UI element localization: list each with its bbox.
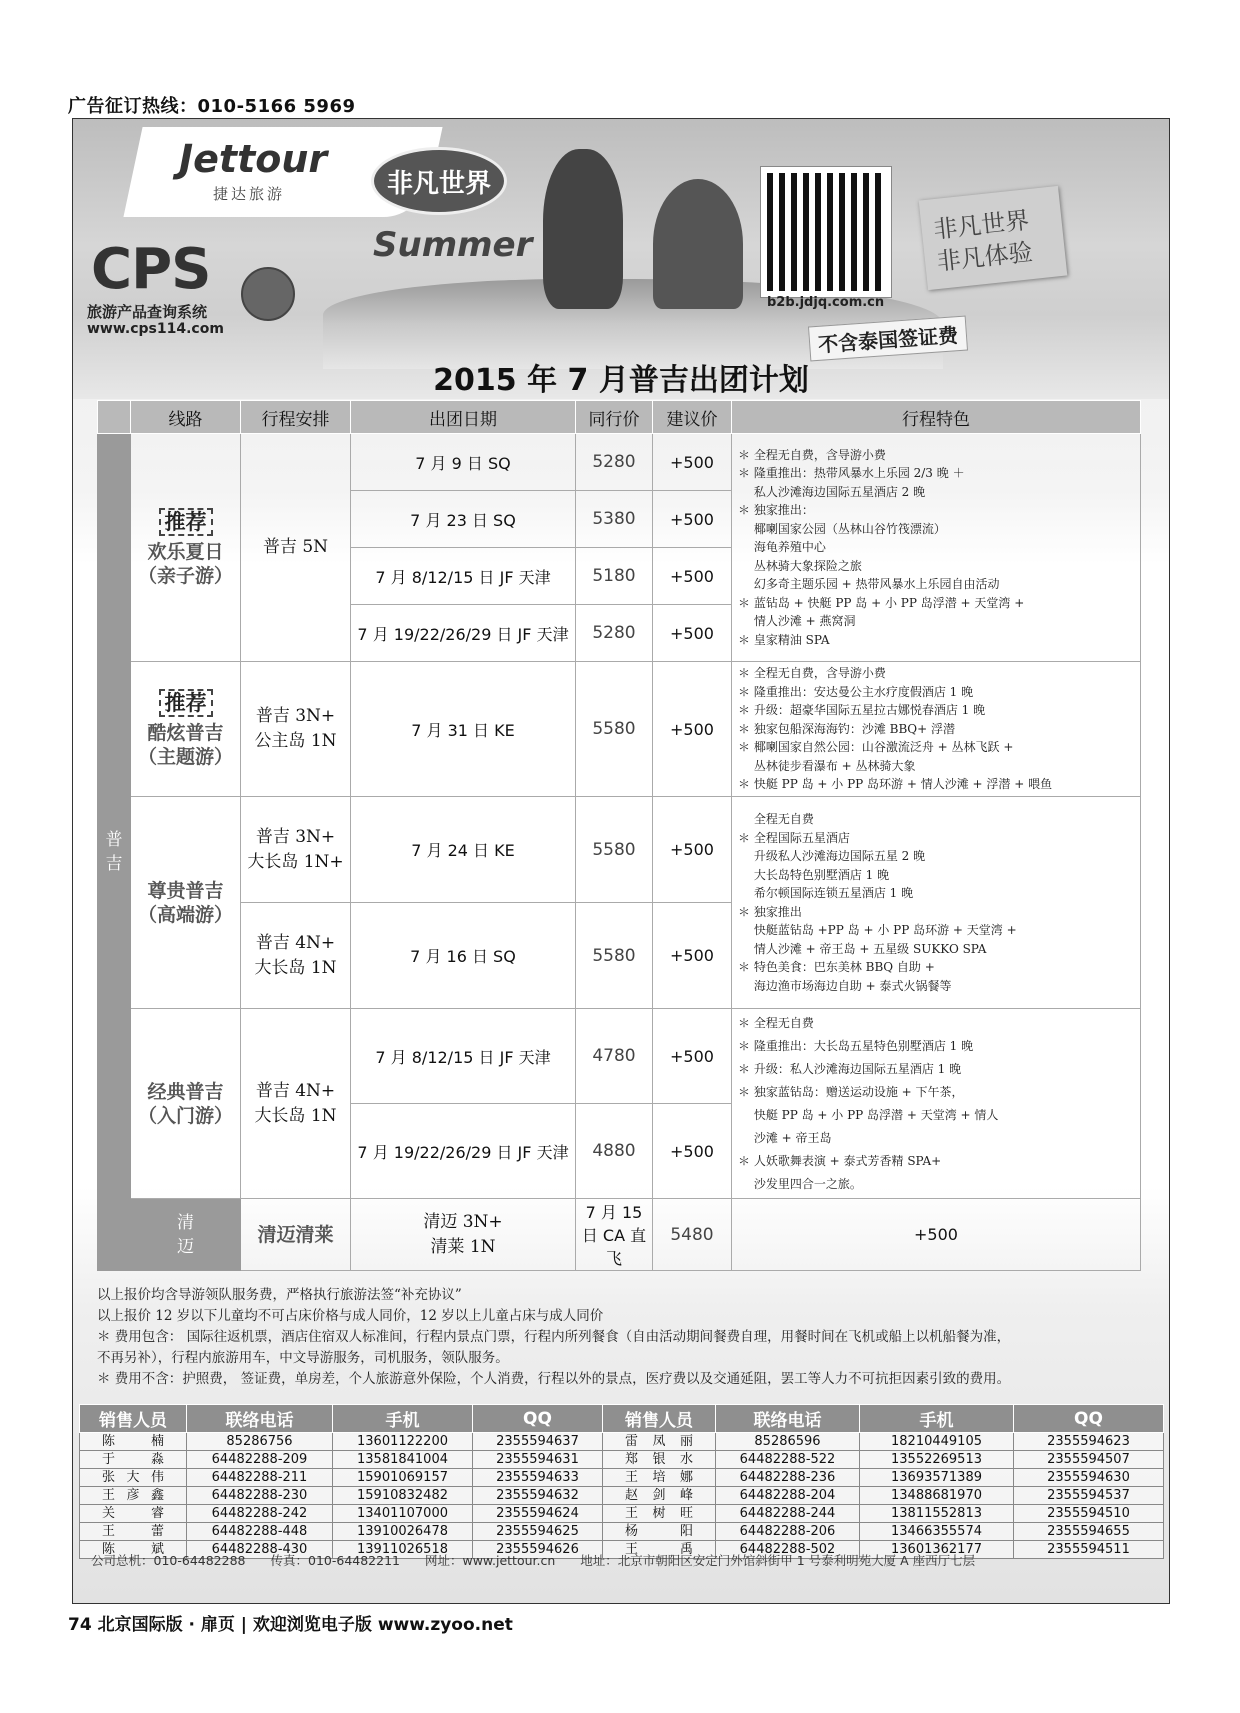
- itinerary: 普吉 5N: [241, 434, 351, 662]
- summer-logo: Summer: [373, 225, 533, 265]
- table-row: [98, 434, 1141, 491]
- island-image-2: [653, 179, 743, 309]
- suggested-price: +500: [653, 1009, 732, 1104]
- qq: 2355594537: [1014, 1487, 1164, 1505]
- sales-name: 赵剑峰: [603, 1487, 716, 1505]
- departure-date: 7 月 8/12/15 日 JF 天津: [351, 548, 576, 605]
- qq: 2355594510: [1014, 1505, 1164, 1523]
- sales-name: 于淼: [80, 1451, 187, 1469]
- mobile: 18210449105: [860, 1433, 1014, 1451]
- jettour-logo-cn: 捷达旅游: [213, 185, 286, 203]
- itinerary: 普吉 3N+ 大长岛 1N+: [241, 797, 351, 903]
- header-cell: QQ: [1014, 1405, 1164, 1433]
- cps-subtitle: 旅游产品查询系统: [87, 303, 208, 321]
- slogan-line-1: 非凡世界: [932, 206, 1031, 245]
- header-cell: 手机: [860, 1405, 1014, 1433]
- departure-date: 7 月 15 日 CA 直飞: [576, 1199, 653, 1271]
- qq: 2355594623: [1014, 1433, 1164, 1451]
- suggested-price: +500: [653, 662, 732, 797]
- header-cell: 联络电话: [716, 1405, 860, 1433]
- note-line: 以上报价 12 岁以下儿童均不可占床价格与成人同价，12 岁以上儿童占床与成人同价: [97, 1308, 604, 1324]
- header-cell: 出团日期: [351, 401, 576, 434]
- jettour-logo: Jettour: [179, 137, 328, 181]
- itinerary: 普吉 4N+ 大长岛 1N: [241, 903, 351, 1009]
- sales-name: 王禹: [603, 1541, 716, 1559]
- recommend-tag: 推荐: [159, 508, 213, 536]
- departure-date: 7 月 19/22/26/29 日 JF 天津: [351, 1104, 576, 1199]
- mobile: 13811552813: [860, 1505, 1014, 1523]
- header-cell: 行程特色: [732, 401, 1141, 434]
- seal-icon: [241, 267, 295, 321]
- office-phone: 64482288-502: [716, 1541, 860, 1559]
- suggested-price: +500: [653, 903, 732, 1009]
- mobile: 15901069157: [333, 1469, 473, 1487]
- sales-contact-table: [79, 1404, 1164, 1559]
- table-row: [80, 1523, 1164, 1541]
- mobile: 13910026478: [333, 1523, 473, 1541]
- wonderland-logo: 非凡世界: [371, 147, 507, 215]
- qq: 2355594625: [473, 1523, 603, 1541]
- sales-name: 王培娜: [603, 1469, 716, 1487]
- route-name: 清迈清莱: [241, 1199, 351, 1271]
- page-footer: 74 北京国际版 · 扉页 | 欢迎浏览电子版 www.zyoo.net: [68, 1615, 513, 1635]
- note-line: 以上报价均含导游领队服务费，严格执行旅游法签“补充协议”: [97, 1287, 462, 1303]
- departure-date: 7 月 8/12/15 日 JF 天津: [351, 1009, 576, 1104]
- qq: 2355594511: [1014, 1541, 1164, 1559]
- sales-name: 王彦鑫: [80, 1487, 187, 1505]
- suggested-price: +500: [653, 1104, 732, 1199]
- office-phone: 64482288-230: [187, 1487, 333, 1505]
- mobile: 13601122200: [333, 1433, 473, 1451]
- route-name: 经典普吉 （入门游）: [131, 1009, 241, 1199]
- header-cell: 线路: [131, 401, 241, 434]
- peer-price: 4880: [576, 1104, 653, 1199]
- peer-price: 5580: [576, 797, 653, 903]
- peer-price: 5380: [576, 491, 653, 548]
- group-label: 清迈: [131, 1199, 241, 1271]
- note-line: 不再另补），行程内旅游用车，中文导游服务，司机服务，领队服务。: [97, 1350, 509, 1366]
- peer-price: 5180: [576, 548, 653, 605]
- advertisement-frame: [72, 118, 1170, 1604]
- table-row: [80, 1487, 1164, 1505]
- suggested-price: +500: [653, 605, 732, 662]
- mobile: 13552269513: [860, 1451, 1014, 1469]
- suggested-price: +500: [732, 1199, 1141, 1271]
- price-notes: [97, 1285, 1140, 1390]
- table-row: [98, 662, 1141, 797]
- office-phone: 64482288-242: [187, 1505, 333, 1523]
- header-cell: 手机: [333, 1405, 473, 1433]
- route-name: 尊贵普吉 （高端游）: [131, 797, 241, 1009]
- qq: 2355594637: [473, 1433, 603, 1451]
- qq: 2355594507: [1014, 1451, 1164, 1469]
- sales-name: 张大伟: [80, 1469, 187, 1487]
- company-contact-info: 公司总机：010-64482288 传真：010-64482211 网址：www.jettour.cn 地址：北京市朝阳区安定门外馆斜街甲 1 号泰利明苑大厦 A 座西厅七层: [91, 1553, 976, 1568]
- peer-price: 5480: [653, 1199, 732, 1271]
- page-title: 2015 年 7 月普吉出团计划: [433, 363, 809, 398]
- qq: 2355594626: [473, 1541, 603, 1559]
- schedule-table: [97, 400, 1141, 1271]
- table-row: [80, 1505, 1164, 1523]
- qq: 2355594655: [1014, 1523, 1164, 1541]
- header-cell: 销售人员: [603, 1405, 716, 1433]
- header-cell: [98, 401, 131, 434]
- sales-name: 王树旺: [603, 1505, 716, 1523]
- qr-code-icon: [761, 167, 891, 297]
- qq: 2355594631: [473, 1451, 603, 1469]
- suggested-price: +500: [653, 797, 732, 903]
- departure-date: 7 月 23 日 SQ: [351, 491, 576, 548]
- qq: 2355594632: [473, 1487, 603, 1505]
- sales-name: 关睿: [80, 1505, 187, 1523]
- header-cell: QQ: [473, 1405, 603, 1433]
- mobile: 15910832482: [333, 1487, 473, 1505]
- departure-date: 7 月 19/22/26/29 日 JF 天津: [351, 605, 576, 662]
- suggested-price: +500: [653, 491, 732, 548]
- office-phone: 64482288-430: [187, 1541, 333, 1559]
- departure-date: 7 月 16 日 SQ: [351, 903, 576, 1009]
- cps-logo: CPS: [91, 237, 211, 302]
- table-row: [80, 1451, 1164, 1469]
- sales-name: 陈楠: [80, 1433, 187, 1451]
- sales-name: 王蕾: [80, 1523, 187, 1541]
- mobile: 13581841004: [333, 1451, 473, 1469]
- island-image: [543, 149, 623, 309]
- table-row: [80, 1469, 1164, 1487]
- ad-hotline: 广告征订热线：010-5166 5969: [68, 96, 356, 117]
- office-phone: 64482288-211: [187, 1469, 333, 1487]
- qr-url: b2b.jdjq.com.cn: [767, 295, 885, 310]
- mobile: 13466355574: [860, 1523, 1014, 1541]
- sales-name: 陈斌: [80, 1541, 187, 1559]
- mobile: 13693571389: [860, 1469, 1014, 1487]
- header-cell: 建议价: [653, 401, 732, 434]
- departure-date: 7 月 24 日 KE: [351, 797, 576, 903]
- sales-name: 雷凤丽: [603, 1433, 716, 1451]
- cps-url: www.cps114.com: [87, 321, 224, 337]
- route-features: ＊ 全程无自费，含导游小费 ＊ 隆重推出：安达曼公主水疗度假酒店 1 晚 ＊ 升级：超豪华国际五星拉古娜悦春酒店 1 晚 ＊ 独家包船深海海钓：沙滩 BBQ+ 浮潜 ＊ 椰喇国家自然公园：山谷激流泛舟 + 丛林飞跃 + 丛林徒步看瀑布 + 丛林骑大象 ＊ 快艇 PP 岛 + 小 PP 岛环游 + 情人沙滩 + 浮潜 + 喂鱼: [732, 662, 1141, 797]
- office-phone: 64482288-204: [716, 1487, 860, 1505]
- mobile: 13911026518: [333, 1541, 473, 1559]
- table-row: [98, 1199, 1141, 1271]
- itinerary: 普吉 4N+ 大长岛 1N: [241, 1009, 351, 1199]
- mobile: 13488681970: [860, 1487, 1014, 1505]
- table-row: [98, 797, 1141, 903]
- no-visa-badge: 不含泰国签证费: [808, 316, 968, 362]
- office-phone: 64482288-206: [716, 1523, 860, 1541]
- office-phone: 64482288-448: [187, 1523, 333, 1541]
- route-features: 全程无自费 ＊ 全程国际五星酒店 升级私人沙滩海边国际五星 2 晚 大长岛特色别墅酒店 1 晚 希尔顿国际连锁五星酒店 1 晚 ＊ 独家推出 快艇蓝钻岛 +PP 岛 + 小 PP 岛环游 + 天堂湾 + 情人沙滩 + 帝王岛 + 五星级 SUKKO SPA ＊ 特色美食：巴东美林 BBQ 自助 + 海边渔市场海边自助 + 泰式火锅餐等: [732, 797, 1141, 1009]
- peer-price: 5580: [576, 903, 653, 1009]
- peer-price: 4780: [576, 1009, 653, 1104]
- slogan: [932, 204, 1034, 278]
- sales-name: 郑银水: [603, 1451, 716, 1469]
- suggested-price: +500: [653, 434, 732, 491]
- office-phone: 85286596: [716, 1433, 860, 1451]
- office-phone: 64482288-244: [716, 1505, 860, 1523]
- header-cell: 同行价: [576, 401, 653, 434]
- mobile: 13401107000: [333, 1505, 473, 1523]
- office-phone: 64482288-522: [716, 1451, 860, 1469]
- peer-price: 5280: [576, 605, 653, 662]
- banner: [73, 119, 1169, 399]
- peer-price: 5580: [576, 662, 653, 797]
- note-line: ＊ 费用包含： 国际往返机票，酒店住宿双人标准间，行程内景点门票，行程内所列餐食（自由活动期间餐费自理，用餐时间在飞机或船上以机船餐为准，: [97, 1329, 1011, 1345]
- route-features: ＊ 全程无自费，含导游小费 ＊ 隆重推出：热带风暴水上乐园 2/3 晚 ＋ 私人沙滩海边国际五星酒店 2 晚 ＊ 独家推出： 椰喇国家公园（丛林山谷竹筏漂流） 海龟养殖中心 丛林骑大象探险之旅 幻多奇主题乐园 + 热带风暴水上乐园自由活动 ＊ 蓝钻岛 + 快艇 PP 岛 + 小 PP 岛浮潜 + 天堂湾 + 情人沙滩 + 燕窝洞 ＊ 皇家精油 SPA: [732, 434, 1141, 662]
- departure-date: 7 月 9 日 SQ: [351, 434, 576, 491]
- qq: 2355594630: [1014, 1469, 1164, 1487]
- peer-price: 5280: [576, 434, 653, 491]
- office-phone: 64482288-209: [187, 1451, 333, 1469]
- mobile: 13601362177: [860, 1541, 1014, 1559]
- sales-header: [80, 1405, 1164, 1433]
- table-row: [98, 1009, 1141, 1104]
- office-phone: 64482288-236: [716, 1469, 860, 1487]
- itinerary: 普吉 3N+ 公主岛 1N: [241, 662, 351, 797]
- table-header: [98, 401, 1141, 434]
- qq: 2355594624: [473, 1505, 603, 1523]
- slogan-line-2: 非凡体验: [935, 237, 1034, 276]
- header-cell: 销售人员: [80, 1405, 187, 1433]
- header-cell: 行程安排: [241, 401, 351, 434]
- qq: 2355594633: [473, 1469, 603, 1487]
- header-cell: 联络电话: [187, 1405, 333, 1433]
- suggested-price: +500: [653, 548, 732, 605]
- group-label: 普吉: [98, 434, 131, 1271]
- route-name: 推荐 酷炫普吉 （主题游）: [131, 662, 241, 797]
- sales-name: 杨阳: [603, 1523, 716, 1541]
- table-row: [80, 1433, 1164, 1451]
- note-line: ＊ 费用不含：护照费， 签证费，单房差，个人旅游意外保险，个人消费，行程以外的景点，医疗费以及交通延阻，罢工等人力不可抗拒因素引致的费用。: [97, 1371, 1011, 1387]
- office-phone: 85286756: [187, 1433, 333, 1451]
- route-name: 推荐 欢乐夏日 （亲子游）: [131, 434, 241, 662]
- route-features: ＊ 全程无自费 ＊ 隆重推出：大长岛五星特色别墅酒店 1 晚 ＊ 升级：私人沙滩海边国际五星酒店 1 晚 ＊ 独家蓝钻岛：赠送运动设施 + 下午茶， 快艇 PP 岛 + 小 PP 岛浮潜 + 天堂湾 + 情人 沙滩 + 帝王岛 ＊ 人妖歌舞表演 + 泰式芳香精 SPA+ 沙发里四合一之旅。: [732, 1009, 1141, 1199]
- departure-date: 7 月 31 日 KE: [351, 662, 576, 797]
- itinerary: 清迈 3N+ 清莱 1N: [351, 1199, 576, 1271]
- recommend-tag: 推荐: [159, 689, 213, 717]
